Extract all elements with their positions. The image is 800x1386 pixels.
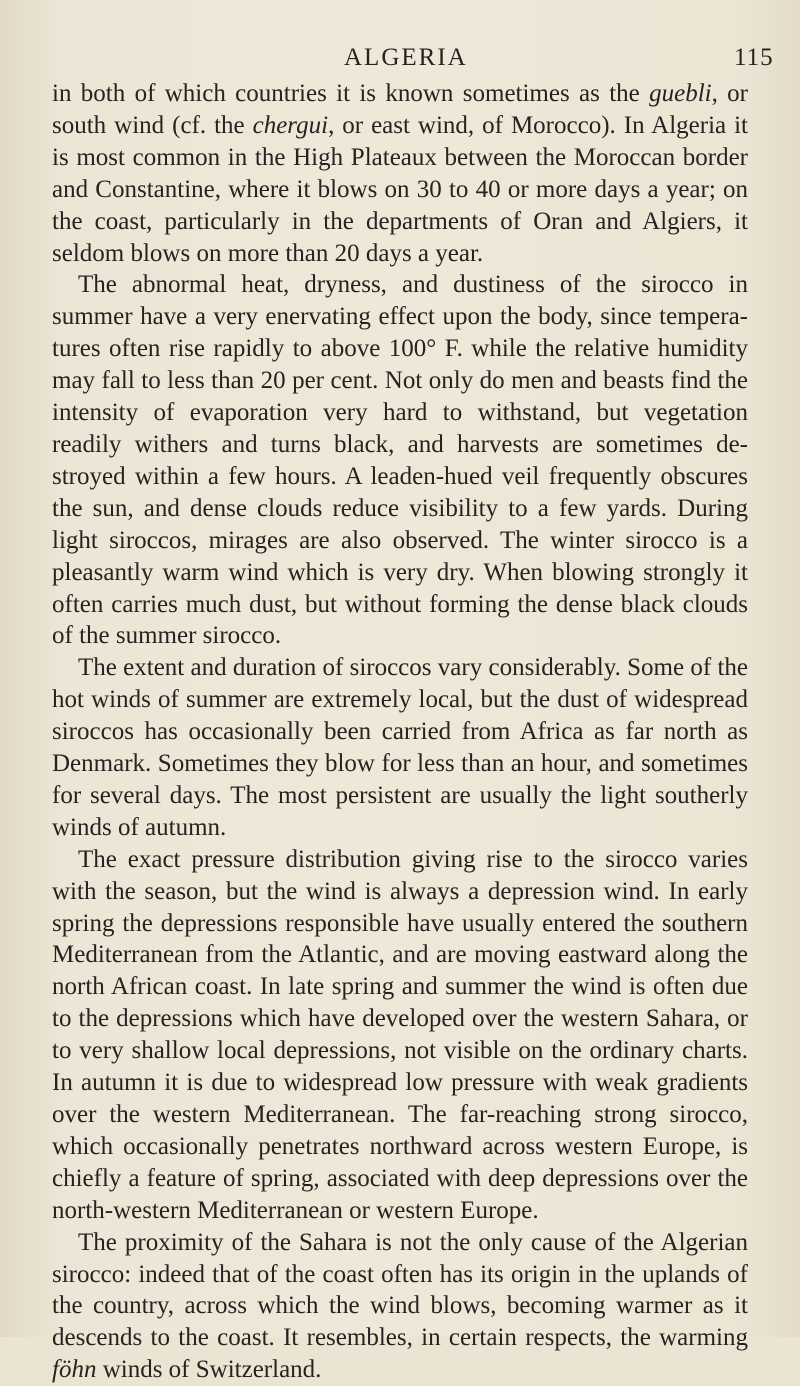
text-run: in both of which countries it is known sometimes as the [52, 80, 650, 107]
text-run: , or east wind, of Morocco). In Algeria it is most common in the High Plateaux between the Moroccan border and Constantine, where it blows on 30 to 40 or more days a year; on the coast, particularly in the departments of Oran and Algiers, it seldom blows on more than 20 days a year. [52, 111, 748, 267]
running-head [0, 44, 800, 72]
paragraph-sirocco-extent: The extent and duration of siroccos vary considerably. Some of the hot winds of summer are extremely local, but the dust of widespread siroccos has occasionally been carried from Africa as far north as Denmark. Sometimes they blow for less than an hour, and sometimes for several days. The most persistent are usually the light southerly winds of autumn. [52, 654, 748, 841]
italic-term-fohn: föhn [52, 1356, 97, 1384]
italic-term-chergui: chergui [252, 111, 329, 139]
page-number: 115 [734, 44, 774, 71]
italic-term-guebli: guebli [649, 80, 712, 107]
paragraph-sirocco-effects: The abnormal heat, dryness, and dustiness of the sirocco in summer have a very enervating effect upon the body, since tempera-tures often rise rapidly to above 100° F. while the relative humidity may fall to less than 20 per cent. Not only do men and beasts find the intensity of evaporation very hard to withstand, but vegetation readily withers and turns black, and harvests are sometimes de-stroyed within a few hours. A leaden-hued veil frequently obscures the sun, and dense clouds reduce visibility to a few yards. During light siroccos, mirages are also observed. The winter sirocco is a pleasantly warm wind which is very dry. When blowing strongly it often carries much dust, but without forming the dense black clouds of the summer sirocco. [52, 271, 748, 650]
body-text [52, 78, 748, 1386]
text-run: , or south wind (cf. the [52, 80, 749, 139]
running-head-title: ALGERIA [344, 44, 468, 71]
text-run: The proximity of the Sahara is not the only cause of the Algerian sirocco: indeed that of the coast often has its origin in the uplands of the country, across which the wind blows, becoming warmer as it descends to the coast. It resembles, in certain respects, the warming [52, 1228, 748, 1352]
paragraph-guebli-continuation [52, 78, 748, 269]
paragraph-pressure-distribution: The exact pressure distribution giving rise to the sirocco varies with the season, but the wind is always a depression wind. In early spring the depressions responsible have usually entered the southern Mediterranean from the Atlantic, and are moving eastward along the north African coast. In late spring and summer the wind is often due to the depressions which have developed over the western Sahara, or to very shallow local depressions, not visible on the ordinary charts. In autumn it is due to widespread low pressure with weak gradients over the western Mediterranean. The far-reaching strong sirocco, which occasionally penetrates northward across western Europe, is chiefly a feature of spring, associated with deep depressions over the north-western Mediterranean or western Europe. [52, 845, 748, 1224]
text-run: winds of Switzerland. [96, 1356, 322, 1384]
paragraph-sahara-proximity [52, 1227, 748, 1386]
